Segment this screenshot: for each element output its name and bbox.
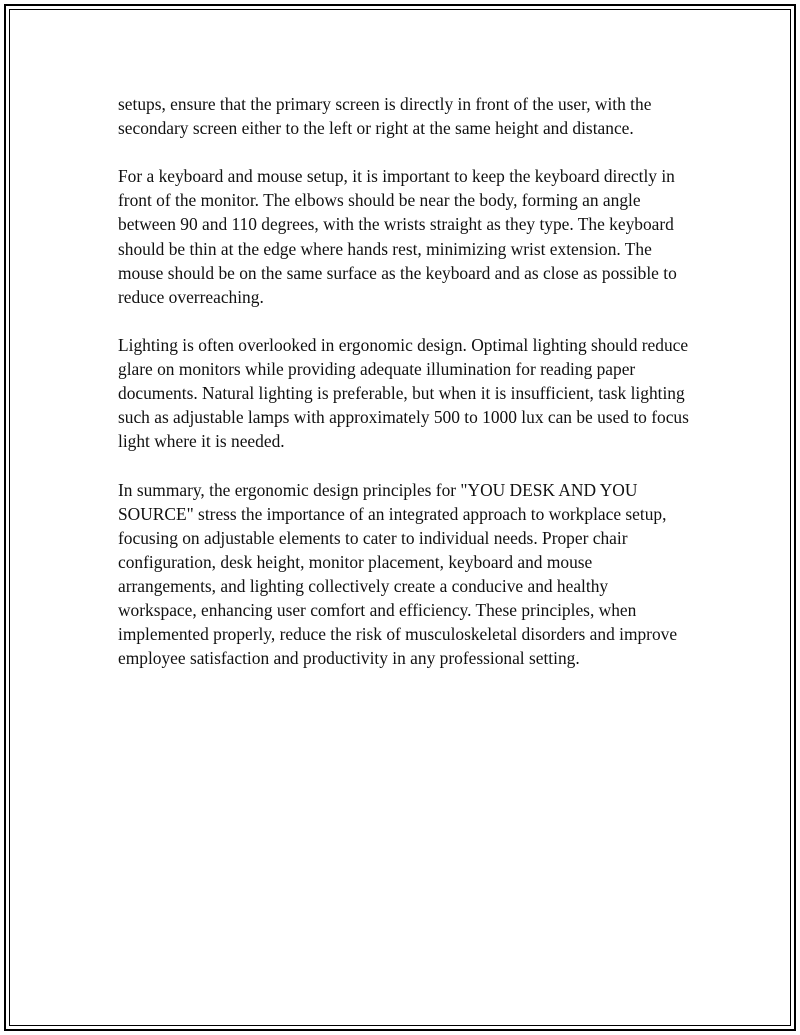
- paragraph-summary: In summary, the ergonomic design principles for "YOU DESK AND YOU SOURCE" stress the importance of an integrated approach to workplace setup, focusing on adjustable elements to cater to individual needs. Proper chair configuration, desk height, monitor placement, keyboard and mouse arrangements, and lighting collectively create a conducive and healthy workspace, enhancing user comfort and efficiency. These principles, when implemented properly, reduce the risk of musculoskeletal disorders and improve employee satisfaction and productivity in any professional setting.: [118, 479, 678, 669]
- document-body: [118, 92, 690, 694]
- paragraph-dual-monitor-setup: setups, ensure that the primary screen is directly in front of the user, with the secondary screen either to the left or right at the same height and distance.: [118, 94, 652, 139]
- paragraph-keyboard-mouse: For a keyboard and mouse setup, it is important to keep the keyboard directly in front of the monitor. The elbows should be near the body, forming an angle between 90 and 110 degrees, with the wrists straight as they type. The keyboard should be thin at the edge where hands rest, minimizing wrist extension. The mouse should be on the same surface as the keyboard and as close as possible to reduce overreaching.: [118, 166, 677, 307]
- paragraph-lighting: Lighting is often overlooked in ergonomic design. Optimal lighting should reduce glare on monitors while providing adequate illumination for reading paper documents. Natural lighting is preferable, but when it is insufficient, task lighting such as adjustable lamps with approximately 500 to 1000 lux can be used to focus light where it is needed.: [118, 334, 689, 452]
